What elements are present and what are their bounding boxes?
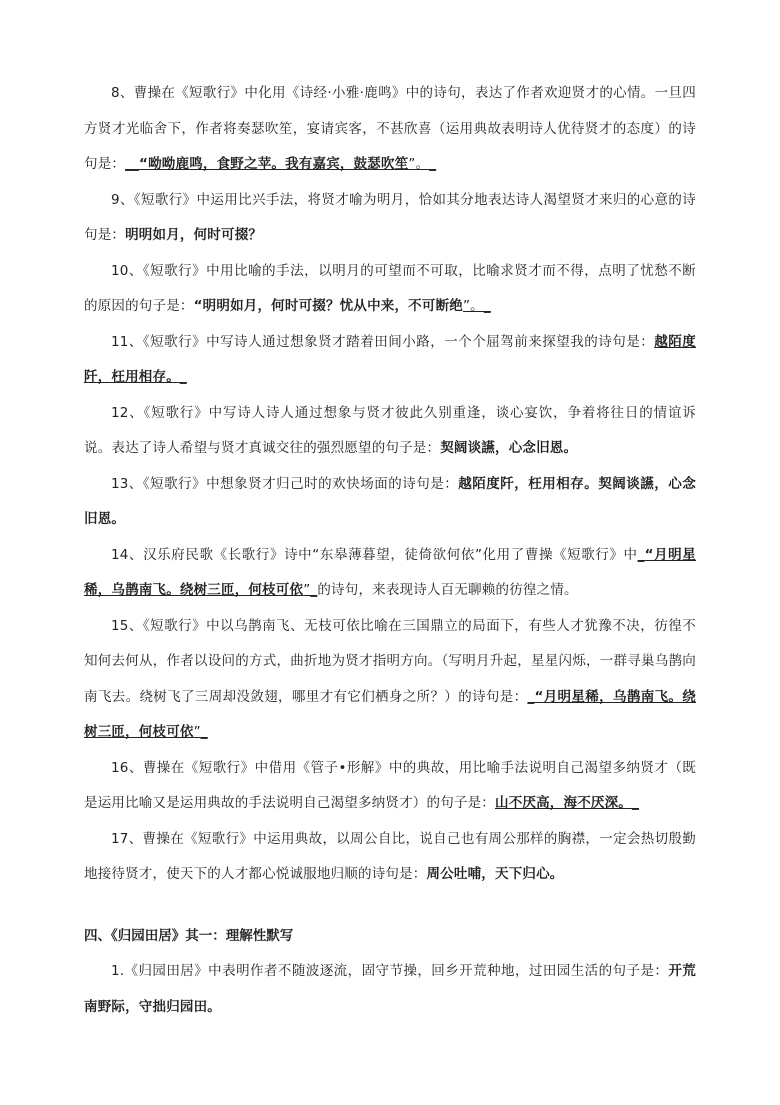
question-16 <box>84 751 696 822</box>
document-page <box>84 76 696 1025</box>
answer-text: 契阔谈讌，心念旧恩。 <box>440 440 578 456</box>
question-17 <box>84 822 696 893</box>
answer-text: 明明如月，何时可掇？ <box>125 227 263 243</box>
question-13 <box>84 467 696 538</box>
answer-text: “月明星稀，乌鹊南飞。绕树三匝，何枝可依 <box>84 688 696 740</box>
question-text: 8、曹操在《短歌行》中化用《诗经·小雅·鹿鸣》中的诗句，表达了作者欢迎贤才的心情。一旦四方贤才光临舍下，作者将奏瑟吹笙，宴请宾客，不甚欣喜（运用典故表明诗人优待贤才的态度）的诗句是： <box>84 85 696 172</box>
answer-text: “呦呦鹿鸣，食野之苹。我有嘉宾，鼓瑟吹笙 <box>139 156 409 172</box>
question-text: 13、《短歌行》中想象贤才归己时的欢快场面的诗句是： <box>111 475 459 492</box>
question-11 <box>84 325 696 396</box>
question-8 <box>84 76 696 183</box>
question-9 <box>84 183 696 254</box>
section-spacer <box>84 893 696 919</box>
answer-text: 越陌度阡，枉用相存。契阔谈讌，心念旧恩。 <box>84 475 696 527</box>
answer-text: “明明如月，何时可掇？忧从中来，不可断绝 <box>193 298 463 314</box>
answer-text: 周公吐哺，天下归心。 <box>426 866 564 882</box>
closing-mark: _ <box>632 795 639 811</box>
closing-mark: ”。_ <box>408 156 437 172</box>
question-text: 14、汉乐府民歌《长歌行》诗中“东皋薄暮望，徒倚欲何依”化用了曹操《短歌行》中 <box>111 546 638 563</box>
question-10 <box>84 254 696 325</box>
question-text: 10、《短歌行》中用比喻的手法，以明月的可望而不可取，比喻求贤才而不得，点明了忧愁不断的原因的句子是： <box>84 262 696 314</box>
question-text: 16、曹操在《短歌行》中借用《管子•形解》中的典故，用比喻手法说明自己渴望多纳贤才（既是运用比喻又是运用典故的手法说明自己渴望多纳贤才）的句子是： <box>84 759 696 811</box>
answer-text: 山不厌高，海不厌深。 <box>495 795 632 811</box>
question-tail: 的诗句，来表现诗人百无聊赖的彷徨之情。 <box>317 582 578 598</box>
question-12 <box>84 396 696 467</box>
blank-marker: _ <box>527 688 535 705</box>
answer-text: “月明星稀，乌鹊南飞。绕树三匝，何枝可依 <box>84 546 696 598</box>
question-text: 1.《归园田居》中表明作者不随波逐流，固守节操，回乡开荒种地，过田园生活的句子是： <box>111 963 669 979</box>
closing-mark: ”_ <box>193 724 208 740</box>
closing-mark: ”_ <box>303 582 318 598</box>
answer-text: 开荒南野际，守拙归园田。 <box>84 963 696 1015</box>
question-text: 12、《短歌行》中写诗人诗人通过想象与贤才彼此久别重逢，谈心宴饮，争着将往日的情谊诉说。表达了诗人希望与贤才真诚交往的强烈愿望的句子是： <box>84 404 696 456</box>
closing-mark: _ <box>179 369 187 385</box>
question-text: 11、《短歌行》中写诗人通过想象贤才踏着田间小路，一个个屈驾前来探望我的诗句是： <box>111 333 655 350</box>
section-question-1 <box>84 954 696 1025</box>
question-14 <box>84 538 696 609</box>
question-15 <box>84 609 696 751</box>
question-text: 17、曹操在《短歌行》中运用典故，以周公自比，说自己也有周公那样的胸襟，一定会热切殷勤地接待贤才，使天下的人才都心悦诚服地归顺的诗句是： <box>84 830 696 882</box>
closing-mark: ”。_ <box>462 298 491 314</box>
blank-marker: __ <box>125 156 140 172</box>
question-text: 15、《短歌行》中以乌鹊南飞、无枝可依比喻在三国鼎立的局面下，有些人才犹豫不决，彷徨不知何去何从，作者以设问的方式，曲折地为贤才指明方向。（写明月升起，星星闪烁，一群寻巢乌鹊向南飞去。绕树飞了三周却没敛翅，哪里才有它们栖身之所？）的诗句是： <box>84 617 696 705</box>
section-title: 四、《归园田居》其一：理解性默写 <box>84 927 294 944</box>
question-text: 9、《短歌行》中运用比兴手法，将贤才喻为明月，恰如其分地表达诗人渴望贤才来归的心意的诗句是： <box>84 191 696 243</box>
blank-marker: _ <box>637 546 645 563</box>
answer-text: 越陌度阡，枉用相存。 <box>84 333 696 385</box>
